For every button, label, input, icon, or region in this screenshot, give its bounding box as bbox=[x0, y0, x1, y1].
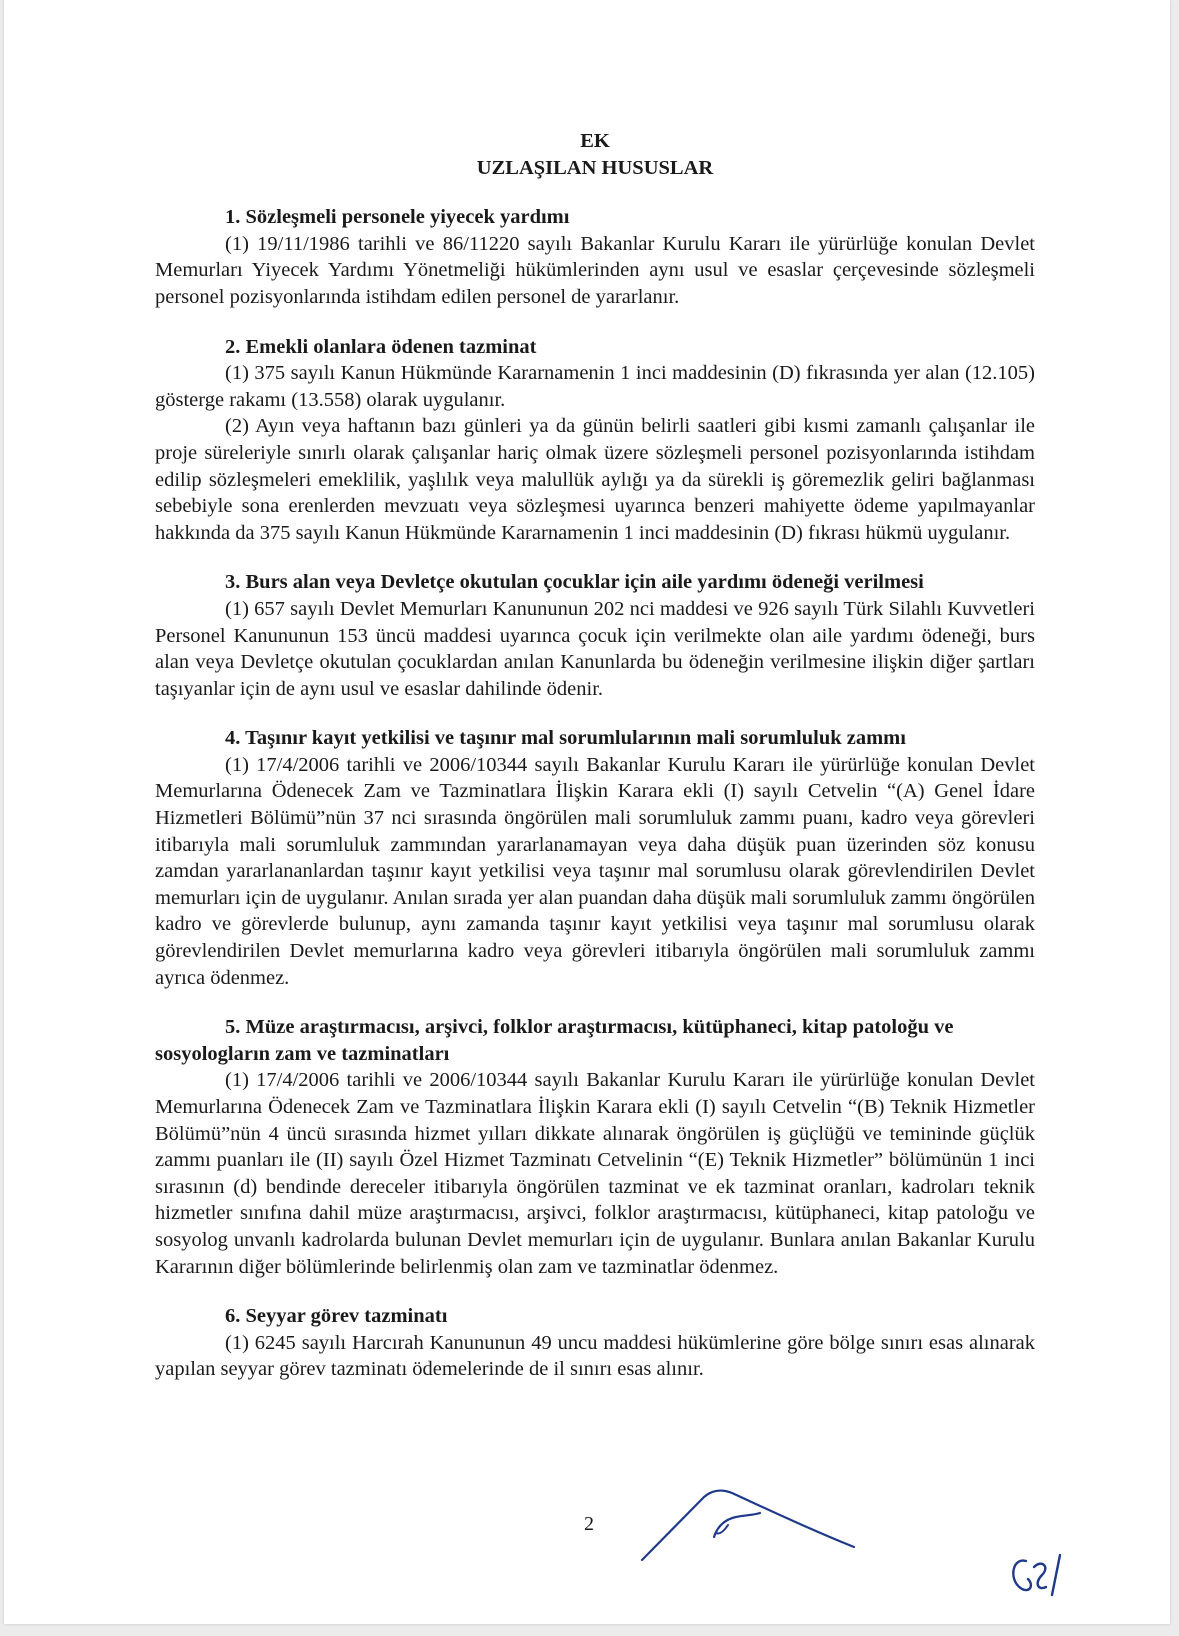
section-heading: 2. Emekli olanlara ödenen tazminat bbox=[225, 335, 537, 358]
section-2 bbox=[155, 334, 1035, 547]
section-paragraph: (1) 375 sayılı Kanun Hükmünde Kararnamenin 1 inci maddesinin (D) fıkrasında yer alan (12.105) gösterge rakamı (13.558) olarak uygulanır. bbox=[155, 362, 1035, 411]
section-heading: 1. Sözleşmeli personele yiyecek yardımı bbox=[225, 206, 570, 229]
document-title: UZLAŞILAN HUSUSLAR bbox=[476, 156, 714, 179]
signature-icon bbox=[634, 1475, 864, 1565]
section-paragraph: (2) Ayın veya haftanın bazı günleri ya da günün belirli saatleri gibi kısmi zamanlı çalışanlar ile proje süreleriyle sınırlı olarak çalışanlar hariç olmak üzere sözleşmeli personel pozisyonlarında istihdam edilip sözleşmeleri emeklilik, yaşlılık veya malullük aylığı ya da sürekli iş göremezlik geliri bağlanması sebebiyle sona erenlerden mevzuatı veya sözleşmesi uyarınca benzeri mahiyette ödeme yapılmayanlar hakkında da 375 sayılı Kanun Hükmünde Kararnamenin 1 inci maddesinin (D) fıkrası hükmü uygulanır. bbox=[155, 415, 1035, 544]
annex-label: EK bbox=[580, 130, 610, 152]
section-heading: 3. Burs alan veya Devletçe okutulan çocuklar için aile yardımı ödeneği verilmesi bbox=[225, 571, 924, 594]
section-5 bbox=[155, 1014, 1035, 1280]
section-3 bbox=[155, 569, 1035, 702]
section-1 bbox=[155, 204, 1035, 310]
section-paragraph: (1) 17/4/2006 tarihli ve 2006/10344 sayılı Bakanlar Kurulu Kararı ile yürürlüğe konulan Devlet Memurlarına Ödenecek Zam ve Tazminatlara İlişkin Karara ekli (I) sayılı Cetvelin “(A) Genel İdare Hizmetleri Bölümü”nün 37 nci sırasında öngörülen mali sorumluluk zammı puanı, kadro veya görevleri itibarıyla mali sorumluluk zammından yararlanamayan veya daha düşük puan üzerinden söz konusu zamdan yararlananlardan taşınır kayıt yetkilisi veya taşınır mal sorumlusu olarak görevlendirilen Devlet memurları için de uygulanır. Anılan sırada yer alan puandan daha düşük mali sorumluluk zammı öngörülen kadro ve görevlerde bulunup, aynı zamanda taşınır kayıt yetkilisi veya taşınır mal sorumlusu olarak görevlendirilen Devlet memurlarına kadro veya görevleri itibarıyla öngörülen mali sorumluluk zammı ayrıca ödenmez. bbox=[155, 753, 1035, 989]
section-paragraph: (1) 657 sayılı Devlet Memurları Kanununun 202 nci maddesi ve 926 sayılı Türk Silahlı Kuvvetleri Personel Kanununun 153 üncü maddesi uyarınca çocuk için verilmekte olan aile yardımı ödeneği, burs alan veya Devletçe okutulan çocuklardan anılan Kanunlarda bu ödeneğin verilmesine ilişkin diğer şartları taşıyanlar için de aynı usul ve esaslar dahilinde ödenir. bbox=[155, 597, 1035, 700]
section-paragraph: (1) 19/11/1986 tarihli ve 86/11220 sayılı Bakanlar Kurulu Kararı ile yürürlüğe konulan Devlet Memurları Yiyecek Yardımı Yönetmeliği hükümlerinden aynı usul ve esaslar çerçevesinde sözleşmeli personel pozisyonlarında istihdam edilen personel de yararlanır. bbox=[155, 232, 1035, 308]
initials-handwritten-icon bbox=[1004, 1545, 1074, 1605]
section-heading: 5. Müze araştırmacısı, arşivci, folklor araştırmacısı, kütüphaneci, kitap patoloğu ve sosyologların zam ve tazminatları bbox=[155, 1016, 954, 1065]
sections-container bbox=[155, 204, 1035, 1383]
page-number: 2 bbox=[584, 1513, 594, 1535]
section-heading: 4. Taşınır kayıt yetkilisi ve taşınır mal sorumlularının mali sorumluluk zammı bbox=[225, 727, 906, 750]
section-paragraph: (1) 6245 sayılı Harcırah Kanununun 49 uncu maddesi hükümlerine göre bölge sınırı esas alınarak yapılan seyyar görev tazminatı ödemelerinde de il sınırı esas alınır. bbox=[155, 1331, 1035, 1381]
document-page bbox=[4, 0, 1170, 1624]
section-6 bbox=[155, 1303, 1035, 1383]
section-heading: 6. Seyyar görev tazminatı bbox=[225, 1305, 448, 1328]
section-paragraph: (1) 17/4/2006 tarihli ve 2006/10344 sayılı Bakanlar Kurulu Kararı ile yürürlüğe konulan Devlet Memurlarına Ödenecek Zam ve Tazminatlara İlişkin Karara ekli (I) sayılı Cetvelin “(B) Teknik Hizmetler Bölümü”nün 4 üncü sırasında hizmet yılları dikkate alınarak öngörülen iş güçlüğü ve temininde güçlük zammı puanları ile (II) sayılı Özel Hizmet Tazminatı Cetvelinin “(E) Teknik Hizmetler” bölümünün 1 inci sırasının (d) bendinde dereceler itibarıyla öngörülen tazminat ve ek tazminat oranları, kadroları teknik hizmetler sınıfına dahil müze araştırmacısı, arşivci, folklor araştırmacısı, kütüphaneci, kitap patoloğu ve sosyolog unvanlı kadrolarda bulunan Devlet memurları için de uygulanır. Bunlara anılan Bakanlar Kurulu Kararının diğer bölümlerinde belirlenmiş olan zam ve tazminatlar ödenmez. bbox=[155, 1069, 1035, 1278]
section-4 bbox=[155, 725, 1035, 991]
document-body bbox=[155, 128, 1035, 1406]
